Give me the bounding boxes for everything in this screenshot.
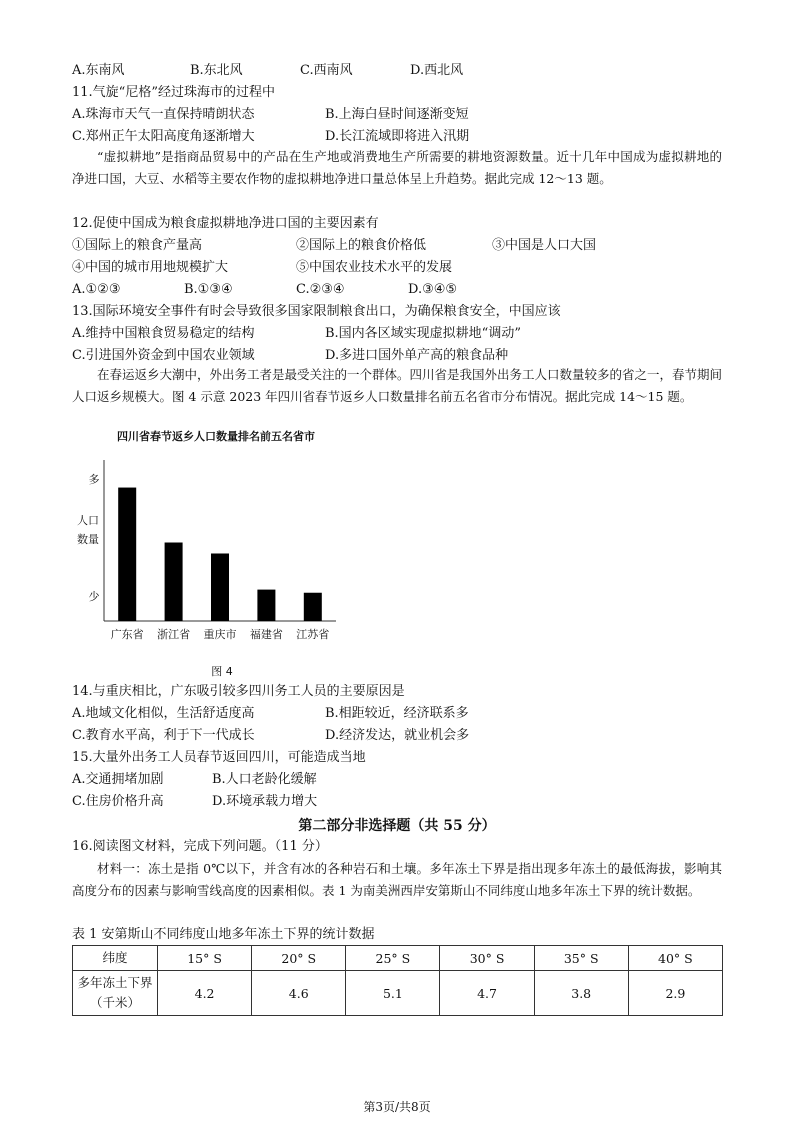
q12-option-d: D.③④⑤ — [408, 282, 458, 297]
q10-option-d: D.西北风 — [410, 63, 464, 78]
q14-option-b: B.相距较近，经济联系多 — [325, 706, 469, 721]
table-header-lower-limit — [73, 971, 158, 1016]
q14-option-c: C.教育水平高，利于下一代成长 — [72, 728, 255, 743]
chart-title: 四川省春节返乡人口数量排名前五名省市 — [117, 430, 315, 443]
q12-item-2: ②国际上的粮食价格低 — [296, 238, 427, 253]
q16-material-1: 材料一：冻土是指 0℃以下，并含有冰的各种岩石和土壤。多年冻土下界是指出现多年冻土的最低海拔，影响其高度分布的因素与影响雪线高度的因素相似。表 1 为南美洲西岸安第斯山不同纬度山地多年冻土下界的统计数据。 — [72, 861, 722, 898]
q11-option-b: B.上海白昼时间逐渐变短 — [325, 107, 469, 122]
table-latitude-cell: 20° S — [252, 946, 346, 971]
passage-12-13: “虚拟耕地”是指商品贸易中的产品在生产地或消费地生产所需要的耕地资源数量。近十几年中国成为虚拟耕地的净进口国，大豆、水稻等主要农作物的虚拟耕地净进口量总体呈上升趋势。据此完成 12～13 题。 — [72, 149, 722, 186]
q12-item-1: ①国际上的粮食产量高 — [72, 238, 203, 253]
q11-option-d: D.长江流域即将进入汛期 — [325, 129, 470, 144]
q13-stem: 13.国际环境安全事件有时会导致很多国家限制粮食出口，为确保粮食安全，中国应该 — [72, 304, 561, 319]
section-2-title: 第二部分非选择题（共 55 分） — [298, 818, 496, 834]
q12-item-4: ④中国的城市用地规模扩大 — [72, 260, 229, 275]
table-value-cell: 3.8 — [534, 971, 628, 1016]
q15-option-a: A.交通拥堵加剧 — [72, 772, 164, 787]
q12-item-5: ⑤中国农业技术水平的发展 — [296, 260, 453, 275]
q13-option-a: A.维持中国粮食贸易稳定的结构 — [72, 326, 255, 341]
table-latitude-cell: 25° S — [346, 946, 440, 971]
q15-option-b: B.人口老龄化缓解 — [212, 772, 317, 787]
q12-item-3: ③中国是人口大国 — [492, 238, 597, 253]
x-tick-label: 重庆市 — [203, 628, 237, 641]
bar-3 — [211, 553, 229, 621]
q13-option-d: D.多进口国外单产高的粮食品种 — [325, 348, 509, 363]
q15-option-d: D.环境承载力增大 — [212, 794, 318, 809]
q10-option-b: B.东北风 — [190, 63, 243, 78]
bar-5 — [304, 593, 322, 621]
table-latitude-cell: 30° S — [440, 946, 534, 971]
q11-option-a: A.珠海市天气一直保持晴朗状态 — [72, 107, 255, 122]
chart-caption: 图 4 — [211, 665, 233, 678]
table-latitude-cell: 15° S — [158, 946, 252, 971]
q13-option-c: C.引进国外资金到中国农业领域 — [72, 348, 255, 363]
table-header-lower-limit-line1: 多年冻土下界 — [77, 975, 153, 990]
passage-14-15: 在春运返乡大潮中，外出务工者是最受关注的一个群体。四川省是我国外出务工人口数量较多的省之一，春节期间人口返乡规模大。图 4 示意 2023 年四川省春节返乡人口数量排名前五名省市分布情况。据此完成 14～15 题。 — [72, 367, 723, 404]
q12-option-b: B.①③④ — [184, 282, 233, 297]
table-value-cell: 5.1 — [346, 971, 440, 1016]
q10-option-c: C.西南风 — [300, 63, 353, 78]
q12-option-a: A.①②③ — [72, 282, 121, 297]
table-header-lower-limit-line2: （千米） — [89, 995, 140, 1010]
q16-stem: 16.阅读图文材料，完成下列问题。（11 分） — [72, 839, 328, 854]
x-tick-label: 广东省 — [110, 628, 144, 641]
q15-option-c: C.住房价格升高 — [72, 794, 164, 809]
population-bar-chart — [72, 428, 352, 680]
x-tick-label: 福建省 — [249, 628, 283, 641]
page-footer: 第3页/共8页 — [363, 1100, 431, 1114]
y-axis-label-line: 数量 — [77, 533, 99, 546]
q14-option-a: A.地域文化相似，生活舒适度高 — [72, 706, 255, 721]
table-latitude-cell: 40° S — [628, 946, 722, 971]
table-value-cell: 4.2 — [158, 971, 252, 1016]
table-value-cell: 4.7 — [440, 971, 534, 1016]
q12-option-c: C.②③④ — [296, 282, 345, 297]
frozen-soil-table — [72, 945, 723, 1016]
q12-stem: 12.促使中国成为粮食虚拟耕地净进口国的主要因素有 — [72, 216, 379, 231]
q13-option-b: B.国内各区域实现虚拟耕地“调动” — [325, 326, 521, 341]
q11-option-c: C.郑州正午太阳高度角逐渐增大 — [72, 129, 255, 144]
y-tick-low: 少 — [88, 590, 100, 603]
y-axis-label-line: 人口 — [77, 514, 99, 527]
q15-stem: 15.大量外出务工人员春节返回四川，可能造成当地 — [72, 750, 366, 765]
bar-4 — [257, 590, 275, 621]
q14-stem: 14.与重庆相比，广东吸引较多四川务工人员的主要原因是 — [72, 684, 405, 699]
table-caption: 表 1 安第斯山不同纬度山地多年冻土下界的统计数据 — [72, 927, 375, 942]
y-axis-label — [77, 514, 99, 546]
table-value-cell: 2.9 — [628, 971, 722, 1016]
x-tick-label: 浙江省 — [157, 628, 191, 641]
bar-1 — [118, 488, 136, 621]
table-header-latitude: 纬度 — [73, 946, 158, 971]
q10-option-a: A.东南风 — [72, 63, 125, 78]
bar-2 — [165, 543, 183, 622]
x-tick-label: 江苏省 — [296, 628, 330, 641]
table-latitude-cell: 35° S — [534, 946, 628, 971]
q11-stem: 11.气旋“尼格”经过珠海市的过程中 — [72, 85, 275, 100]
q14-option-d: D.经济发达，就业机会多 — [325, 728, 470, 743]
table-value-cell: 4.6 — [252, 971, 346, 1016]
y-tick-high: 多 — [88, 473, 100, 486]
